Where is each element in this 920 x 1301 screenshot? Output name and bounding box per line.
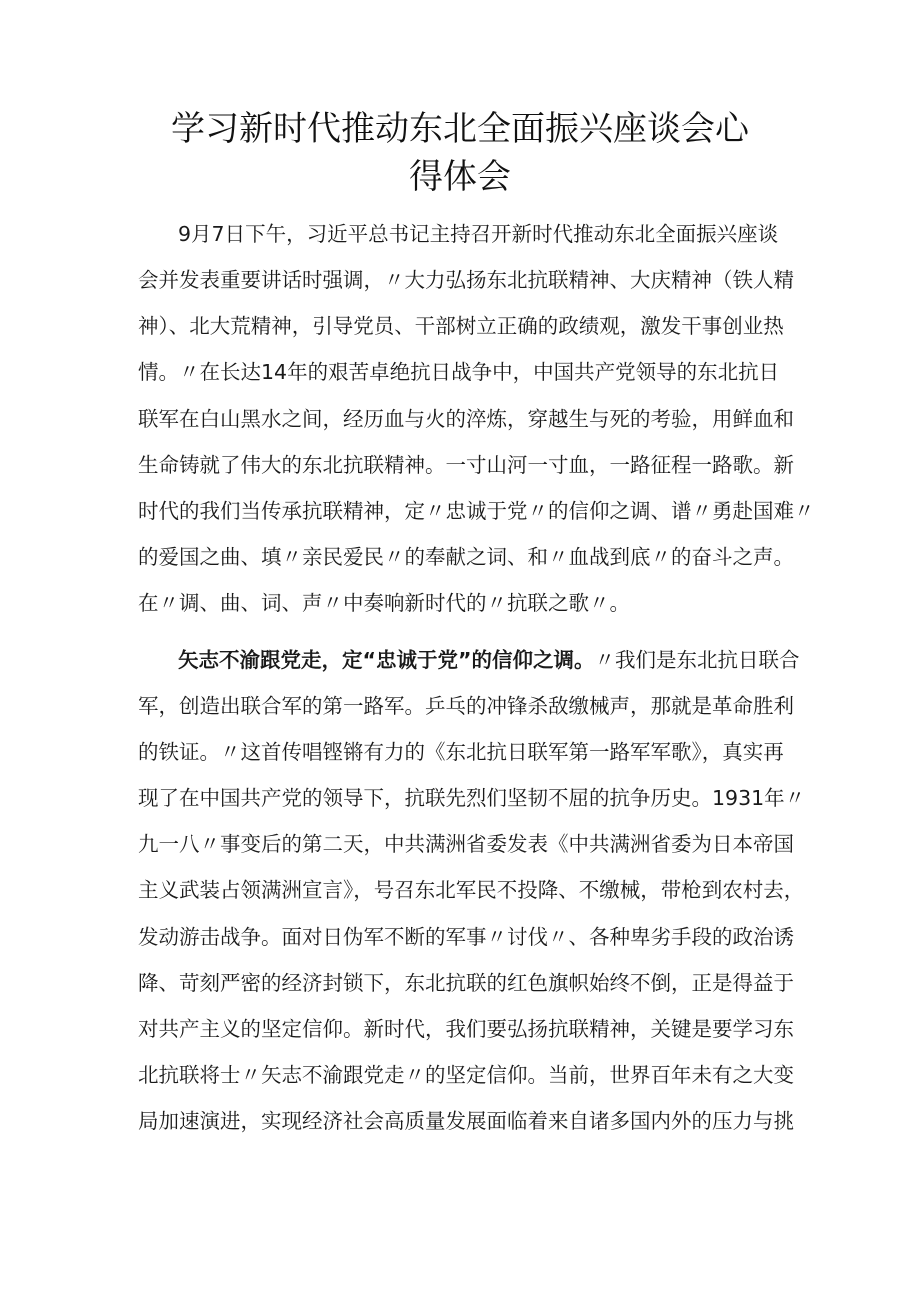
paragraph-line: 发动游击战争。面对日伪军不断的军事〃讨伐〃、各种卑劣手段的政治诱 — [138, 925, 794, 949]
paragraph-line: 北抗联将士〃矢志不渝跟党走〃的坚定信仰。当前，世界百年未有之大变 — [138, 1063, 794, 1087]
paragraph-line: 降、苛刻严密的经济封锁下，东北抗联的红色旗帜始终不倒，正是得益于 — [138, 971, 794, 995]
paragraph-line: 在〃调、曲、词、声〃中奏响新时代的〃抗联之歌〃。 — [138, 591, 630, 615]
paragraph-line: 情。〃在长达14年的艰苦卓绝抗日战争中，中国共产党领导的东北抗日 — [138, 360, 780, 384]
document-title-line-1: 学习新时代推动东北全面振兴座谈会心 — [171, 109, 749, 149]
paragraph-line: 时代的我们当传承抗联精神，定〃忠诚于党〃的信仰之调、谱〃勇赴国难〃 — [138, 499, 815, 523]
paragraph-line: 九一八〃事变后的第二天，中共满洲省委发表《中共满洲省委为日本帝国 — [138, 832, 794, 856]
paragraph-line-rest: 〃我们是东北抗日联合 — [594, 648, 800, 672]
paragraph-line — [178, 640, 800, 680]
paragraph-line: 的爱国之曲、填〃亲民爱民〃的奉献之词、和〃血战到底〃的奋斗之声。 — [138, 545, 794, 569]
paragraph-line: 联军在白山黑水之间，经历血与火的淬炼，穿越生与死的考验，用鲜血和 — [138, 407, 794, 431]
paragraph-line: 主义武装占领满洲宣言》，号召东北军民不投降、不缴械，带枪到农村去， — [138, 878, 805, 902]
paragraph-line: 的铁证。〃这首传唱铿锵有力的《东北抗日联军第一路军军歌》，真实再 — [138, 740, 784, 764]
paragraph-line: 现了在中国共产党的领导下，抗联先烈们坚韧不屈的抗争历史。1931年〃 — [138, 786, 806, 810]
paragraph-line: 生命铸就了伟大的东北抗联精神。一寸山河一寸血，一路征程一路歌。新 — [138, 453, 794, 477]
paragraph-line: 局加速演进，实现经济社会高质量发展面临着来自诸多国内外的压力与挑 — [138, 1109, 794, 1133]
paragraph-heading: 矢志不渝跟党走，定“忠诚于党”的信仰之调。 — [178, 648, 595, 672]
document-title-line-2: 得体会 — [409, 157, 511, 197]
paragraph-line: 9月7日下午，习近平总书记主持召开新时代推动东北全面振兴座谈 — [178, 222, 779, 246]
paragraph-line: 军，创造出联合军的第一路军。乒乓的冲锋杀敌缴械声，那就是革命胜利 — [138, 694, 794, 718]
paragraph-line: 会并发表重要讲话时强调，〃大力弘扬东北抗联精神、大庆精神（铁人精 — [138, 268, 794, 292]
paragraph-line: 对共产主义的坚定信仰。新时代，我们要弘扬抗联精神，关键是要学习东 — [138, 1017, 794, 1041]
paragraph-line: 神）、北大荒精神，引导党员、干部树立正确的政绩观，激发干事创业热 — [138, 314, 784, 338]
